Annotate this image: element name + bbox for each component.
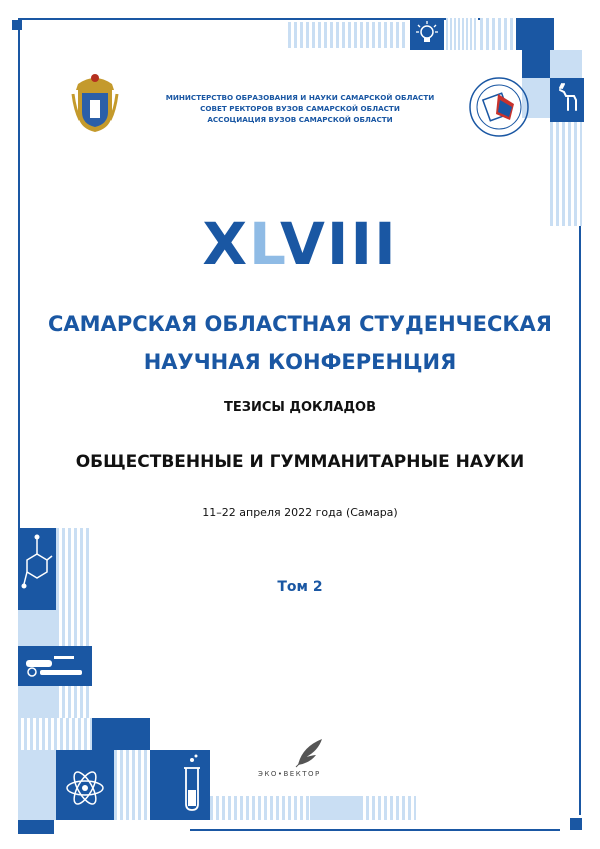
block-bottom-2 <box>18 820 54 834</box>
numeral-viii: VIII <box>280 210 398 278</box>
publisher-logo <box>288 735 328 769</box>
block-bottom-1 <box>310 796 360 820</box>
block-top-right <box>516 18 554 50</box>
header-line-3: АССОЦИАЦИЯ ВУЗОВ САМАРСКОЙ ОБЛАСТИ <box>207 115 393 124</box>
block-left-3 <box>92 718 150 750</box>
atom-icon <box>56 750 114 820</box>
numeral-x: X <box>202 210 250 278</box>
microscope-icon <box>18 646 92 686</box>
deer-icon <box>550 78 584 122</box>
coat-of-arms <box>70 70 120 134</box>
block-left-4 <box>18 750 56 820</box>
header-organizations <box>150 92 450 125</box>
lightbulb-tile <box>410 18 444 50</box>
header-line-2: СОВЕТ РЕКТОРОВ ВУЗОВ САМАРСКОЙ ОБЛАСТИ <box>200 104 400 113</box>
coat-of-arms-icon <box>70 70 120 134</box>
stripes-bottom-1 <box>114 750 150 820</box>
stripes-left-4 <box>18 718 92 750</box>
title-line-2: НАУЧНАЯ КОНФЕРЕНЦИЯ <box>143 350 457 374</box>
block-right-2 <box>522 50 550 78</box>
council-emblem-icon <box>466 76 532 138</box>
stripes-right <box>550 122 582 162</box>
publisher-name: ЭКО•ВЕКТОР <box>258 770 321 778</box>
molecule-icon <box>18 528 56 610</box>
conference-dates: 11–22 апреля 2022 года (Самара) <box>202 506 398 519</box>
molecule-tile <box>18 528 56 610</box>
stripes-top-right <box>480 18 516 50</box>
stripes-top-narrow <box>446 18 478 50</box>
stripes-top <box>288 22 408 48</box>
council-emblem <box>466 76 532 138</box>
block-right-1 <box>550 50 582 78</box>
conference-number <box>0 212 600 276</box>
stripes-left-1 <box>56 528 92 610</box>
title-line-1: САМАРСКАЯ ОБЛАСТНАЯ СТУДЕНЧЕСКАЯ <box>48 312 552 336</box>
feather-icon <box>288 735 328 769</box>
corner-square-bottom-right <box>570 818 582 830</box>
frame-bottom-line <box>190 829 560 831</box>
section-title: ОБЩЕСТВЕННЫЕ И ГУММАНИТАРНЫЕ НАУКИ <box>75 452 525 472</box>
block-left-1 <box>18 610 56 646</box>
lightbulb-icon <box>410 18 444 50</box>
stripes-left-2 <box>56 610 92 646</box>
test-tube-icon <box>150 750 210 820</box>
stripes-bottom-2 <box>210 796 310 820</box>
subtitle: ТЕЗИСЫ ДОКЛАДОВ <box>223 400 377 415</box>
numeral-l: L <box>249 210 281 278</box>
microscope-tile <box>18 646 92 686</box>
block-left-2 <box>18 686 56 718</box>
test-tube-tile <box>150 750 210 820</box>
deer-tile <box>550 78 584 122</box>
volume-label: Том 2 <box>277 579 323 595</box>
stripes-bottom-3 <box>360 796 416 820</box>
atom-tile <box>56 750 114 820</box>
corner-square-top-left <box>12 20 22 30</box>
header-line-1: МИНИСТЕРСТВО ОБРАЗОВАНИЯ И НАУКИ САМАРСКОЙ ОБЛАСТИ <box>165 93 435 102</box>
stripes-left-3 <box>56 686 92 718</box>
